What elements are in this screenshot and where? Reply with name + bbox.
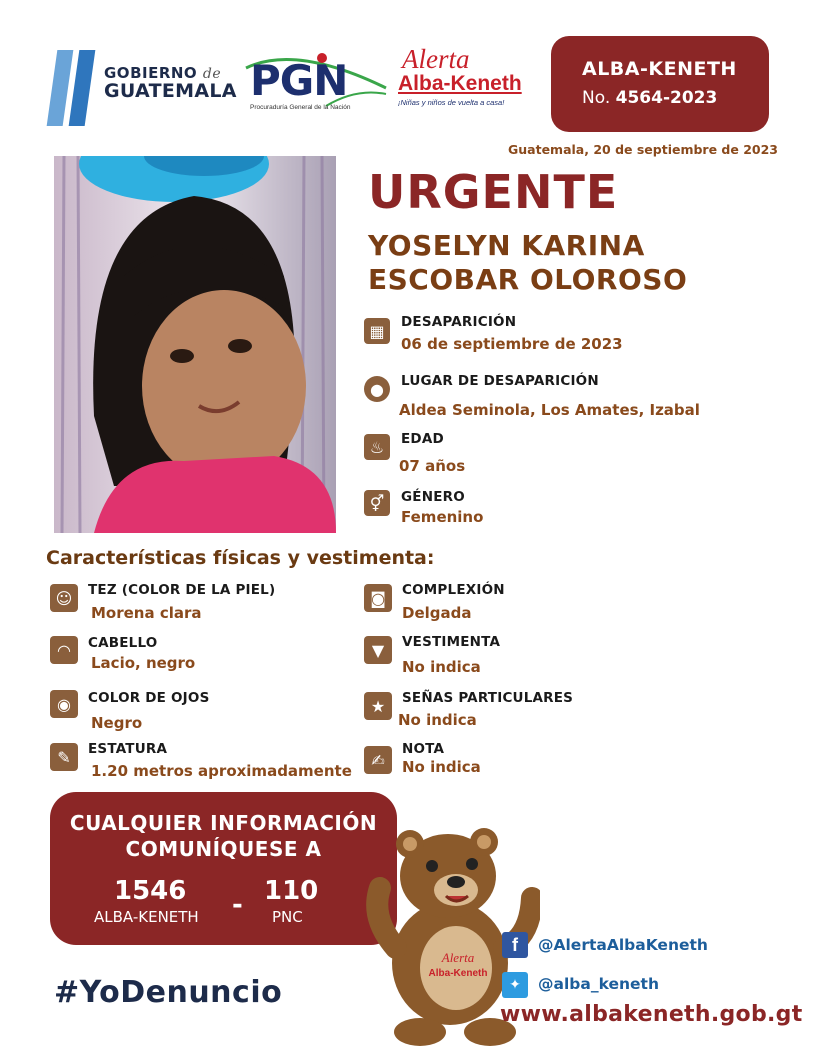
skin-tone-value: Morena clara — [91, 604, 202, 622]
missing-person-photo — [54, 156, 336, 533]
disappearance-date-value: 06 de septiembre de 2023 — [401, 335, 623, 353]
urgent-heading: URGENTE — [368, 165, 619, 219]
pgn-logo: PGN — [250, 56, 348, 105]
hashtag: #YoDenuncio — [54, 975, 283, 1010]
facebook-handle[interactable]: @AlertaAlbaKeneth — [538, 936, 708, 954]
disappearance-place-label: LUGAR DE DESAPARICIÓN — [401, 373, 599, 389]
hair-value: Lacio, negro — [91, 654, 196, 672]
note-pencil-icon: ✍ — [364, 746, 392, 774]
star-icon: ★ — [364, 692, 392, 720]
alerta-alba-keneth-logo: Alerta Alba-Keneth ¡Niñas y niños de vuelta a casa! — [398, 44, 522, 107]
pgn-subtitle: Procuraduría General de la Nación — [250, 104, 351, 111]
hair-label: CABELLO — [88, 635, 158, 651]
build-value: Delgada — [402, 604, 472, 622]
note-value: No indica — [402, 758, 481, 776]
distinguishing-marks-label: SEÑAS PARTICULARES — [402, 690, 574, 706]
eye-icon: ◉ — [50, 690, 78, 718]
case-number-box — [551, 36, 769, 132]
missing-person-name: YOSELYN KARINA ESCOBAR OLOROSO — [368, 229, 688, 296]
facebook-icon[interactable]: f — [502, 932, 528, 958]
twitter-handle[interactable]: @alba_keneth — [538, 975, 659, 993]
gender-label: GÉNERO — [401, 489, 465, 505]
phone-pnc[interactable]: 110 — [264, 876, 319, 906]
birthday-cake-icon: ♨ — [364, 434, 390, 460]
gobierno-logo-text: GOBIERNO de GUATEMALA — [104, 64, 237, 102]
disappearance-date-label: DESAPARICIÓN — [401, 314, 517, 330]
publication-date: Guatemala, 20 de septiembre de 2023 — [508, 142, 778, 157]
eye-color-value: Negro — [91, 714, 143, 732]
scale-icon: ◙ — [364, 584, 392, 612]
clothing-value: No indica — [402, 658, 481, 676]
height-label: ESTATURA — [88, 741, 168, 757]
head-profile-icon: ☺ — [50, 584, 78, 612]
age-label: EDAD — [401, 431, 444, 447]
skin-tone-label: TEZ (COLOR DE LA PIEL) — [88, 582, 276, 598]
svg-text:Alerta: Alerta — [441, 950, 475, 965]
twitter-icon[interactable]: ✦ — [502, 972, 528, 998]
note-label: NOTA — [402, 741, 445, 757]
eye-color-label: COLOR DE OJOS — [88, 690, 210, 706]
age-value: 07 años — [399, 457, 466, 475]
distinguishing-marks-value: No indica — [398, 711, 477, 729]
location-pin-icon: ● — [364, 376, 390, 402]
build-label: COMPLEXIÓN — [402, 582, 505, 598]
phone-alba-keneth-label: ALBA-KENETH — [94, 908, 199, 926]
gender-icon: ⚥ — [364, 490, 390, 516]
contact-heading: CUALQUIER INFORMACIÓN COMUNÍQUESE A — [69, 811, 378, 861]
hair-icon: ◠ — [50, 636, 78, 664]
phone-alba-keneth[interactable]: 1546 — [114, 876, 187, 906]
calendar-icon: ▦ — [364, 318, 390, 344]
phone-separator: - — [232, 890, 243, 920]
gender-value: Femenino — [401, 508, 484, 526]
clothing-label: VESTIMENTA — [402, 634, 501, 650]
svg-text:Alba-Keneth: Alba-Keneth — [428, 968, 488, 979]
shirt-icon: ▼ — [364, 636, 392, 664]
phone-pnc-label: PNC — [272, 908, 303, 926]
case-title: ALBA-KENETH — [582, 58, 737, 80]
case-number: No. 4564-2023 — [582, 88, 718, 108]
height-value: 1.20 metros aproximadamente — [91, 762, 352, 780]
disappearance-place-value: Aldea Seminola, Los Amates, Izabal — [399, 401, 700, 419]
gobierno-logo-bars — [52, 50, 94, 126]
contact-box — [50, 792, 397, 945]
physical-characteristics-title: Características físicas y vestimenta: — [46, 547, 435, 569]
ruler-icon: ✎ — [50, 743, 78, 771]
website-link[interactable]: www.albakeneth.gob.gt — [500, 1002, 803, 1027]
